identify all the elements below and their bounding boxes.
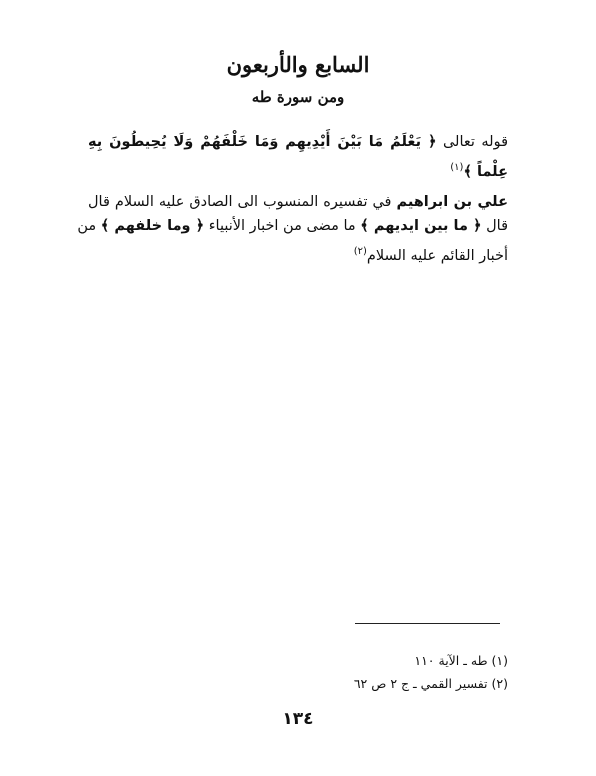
commentary-text: أخبار القائم عليه السلام [366, 247, 508, 264]
chapter-title: السابع والأربعون [226, 52, 370, 77]
surah-subtitle: ومن سورة طه [251, 88, 345, 106]
commentary-text: ما مضى من اخبار الأنبياء [208, 218, 356, 234]
commentary-text: في تفسيره المنسوب الى الصادق عليه السلام قال [88, 194, 392, 210]
commentary-line-1 [88, 192, 508, 212]
commentary-text: قال [486, 218, 508, 234]
verse-quote: ﴿ يَعْلَمُ مَا بَيْنَ أَيْدِيهِم وَمَا خَلْفَهُمْ وَلَا يُحِيطُونَ بِهِ [88, 134, 437, 150]
footnote-divider [355, 623, 500, 624]
commentary-line-2 [77, 216, 508, 236]
footnote-1: (١) طه ـ الآية ١١٠ [414, 653, 508, 668]
commentary-line-3 [88, 242, 508, 266]
commentary-quote: ﴿ وما خلفهم ﴾ [100, 218, 205, 234]
footnote-ref-2: (٢) [353, 246, 367, 257]
commentary-text: من [77, 218, 97, 234]
verse-line-2 [88, 158, 508, 182]
verse-quote-end: عِلْماً ﴾ [463, 163, 508, 180]
commentary-quote: ﴿ ما بين ايديهم ﴾ [360, 218, 482, 234]
footnote-2: (٢) تفسير القمي ـ ج ٢ ص ٦٢ [353, 676, 508, 691]
verse-lead: قوله تعالى [442, 134, 508, 150]
commentary-author: علي بن ابراهيم [396, 194, 508, 210]
verse-line-1 [88, 132, 508, 152]
footnote-ref-1: (١) [450, 162, 464, 173]
page-number: ١٣٤ [282, 709, 314, 729]
